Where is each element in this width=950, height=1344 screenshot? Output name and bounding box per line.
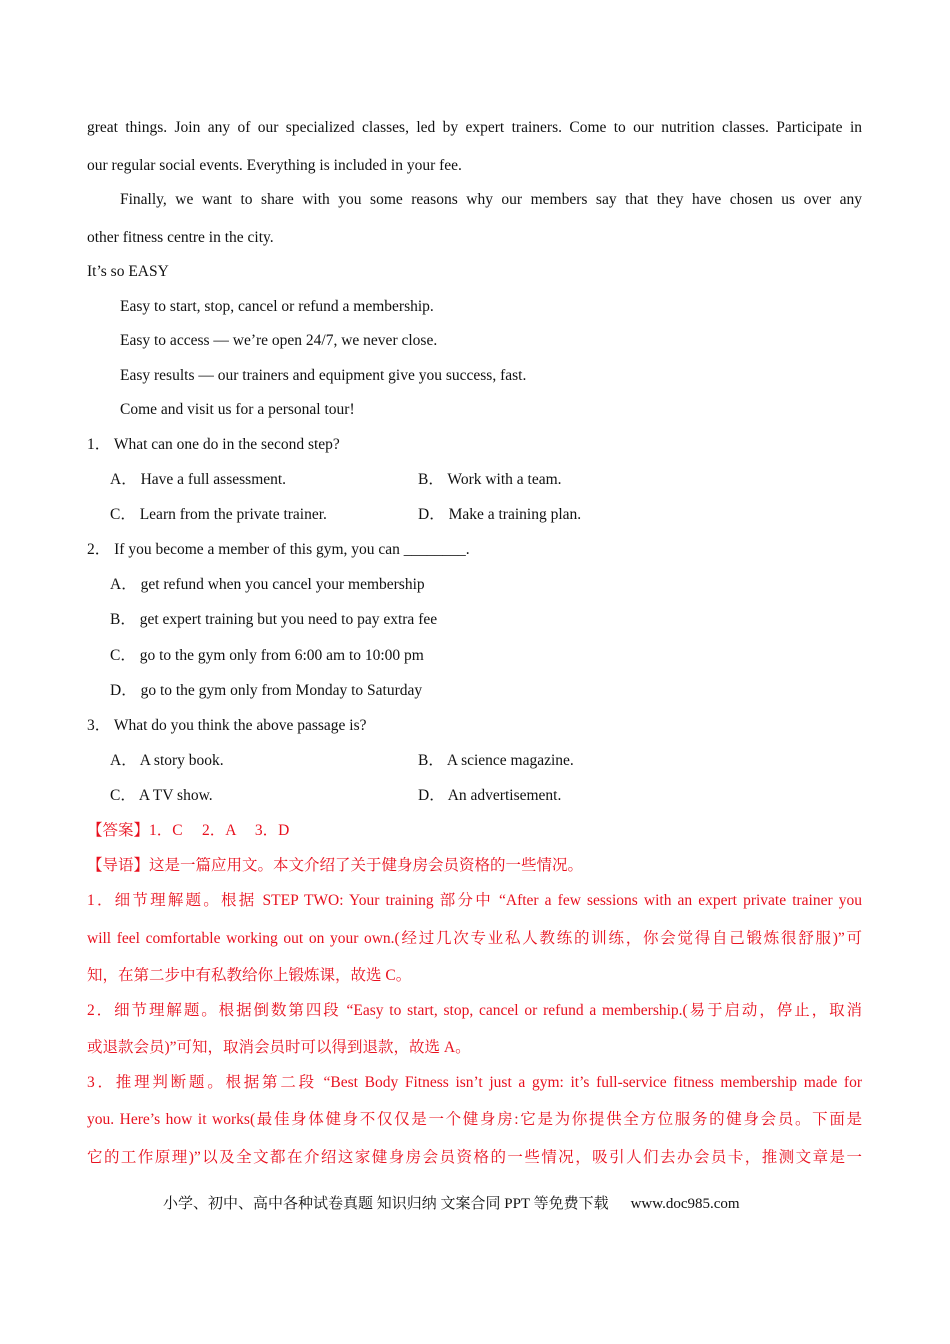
question-option: A． Have a full assessment. [110, 471, 287, 488]
explanation-line: 1．细节理解题。根据 STEP TWO: Your training 部分中 “After a few sessions with an expert private trainer you [87, 892, 862, 909]
question-option: A． get refund when you cancel your membership [110, 576, 425, 593]
question-option: C． Learn from the private trainer. [110, 506, 327, 523]
footer-url[interactable]: www.doc985.com [630, 1196, 740, 1212]
explanation-line: 知，在第二步中有私教给你上锻炼课，故选 C。 [87, 967, 412, 984]
explanation-line: will feel comfortable working out on your own.(经过几次专业私人教练的训练，你会觉得自己锻炼很舒服)”可 [87, 930, 862, 947]
explanation-line: you. Here’s how it works(最佳身体健身不仅仅是一个健身房:它是为你提供全方位服务的健身会员。下面是 [87, 1111, 862, 1128]
passage-line: great things. Join any of our specialized classes, led by expert trainers. Come to our nutrition classes. Participate in [87, 119, 862, 136]
passage-line: Come and visit us for a personal tour! [120, 401, 355, 418]
passage-line: other fitness centre in the city. [87, 229, 274, 246]
question-option: B． Work with a team. [418, 471, 562, 488]
explanation-line: 3．推理判断题。根据第二段 “Best Body Fitness isn’t just a gym: it’s full-service fitness membership made for [87, 1074, 862, 1091]
question-option: D． An advertisement. [418, 787, 562, 804]
passage-line: Easy to start, stop, cancel or refund a membership. [120, 298, 434, 315]
question-option: C． A TV show. [110, 787, 213, 804]
passage-line: Easy to access — we’re open 24/7, we never close. [120, 332, 438, 349]
question-option: D． Make a training plan. [418, 506, 582, 523]
question-option: B． A science magazine. [418, 752, 574, 769]
passage-line: Finally, we want to share with you some reasons why our members say that they have chosen us over any [120, 191, 862, 208]
section-heading: It’s so EASY [87, 263, 169, 280]
passage-line: Easy results — our trainers and equipment give you success, fast. [120, 367, 527, 384]
explanation-intro: 【导语】这是一篇应用文。本文介绍了关于健身房会员资格的一些情况。 [87, 857, 584, 874]
footer-text: 小学、初中、高中各种试卷真题 知识归纳 文案合同 PPT 等免费下载 [163, 1196, 609, 1212]
answer-key: 【答案】1．C 2．A 3．D [87, 822, 290, 839]
question-option: D． go to the gym only from Monday to Saturday [110, 682, 423, 699]
explanation-line: 它的工作原理)”以及全文都在介绍这家健身房会员资格的一些情况，吸引人们去办会员卡，推测文章是一 [87, 1149, 862, 1166]
question-stem: 2． If you become a member of this gym, you can ________. [87, 541, 470, 558]
passage-line: our regular social events. Everything is included in your fee. [87, 157, 462, 174]
explanation-line: 或退款会员)”可知，取消会员时可以得到退款，故选 A。 [87, 1039, 471, 1056]
question-stem: 1． What can one do in the second step? [87, 436, 340, 453]
page-footer [163, 1192, 740, 1213]
question-option: C． go to the gym only from 6:00 am to 10:00 pm [110, 647, 424, 664]
explanation-line: 2．细节理解题。根据倒数第四段 “Easy to start, stop, cancel or refund a membership.(易于启动，停止，取消 [87, 1002, 862, 1019]
question-option: A． A story book. [110, 752, 224, 769]
question-option: B． get expert training but you need to pay extra fee [110, 611, 438, 628]
question-stem: 3． What do you think the above passage is? [87, 717, 367, 734]
